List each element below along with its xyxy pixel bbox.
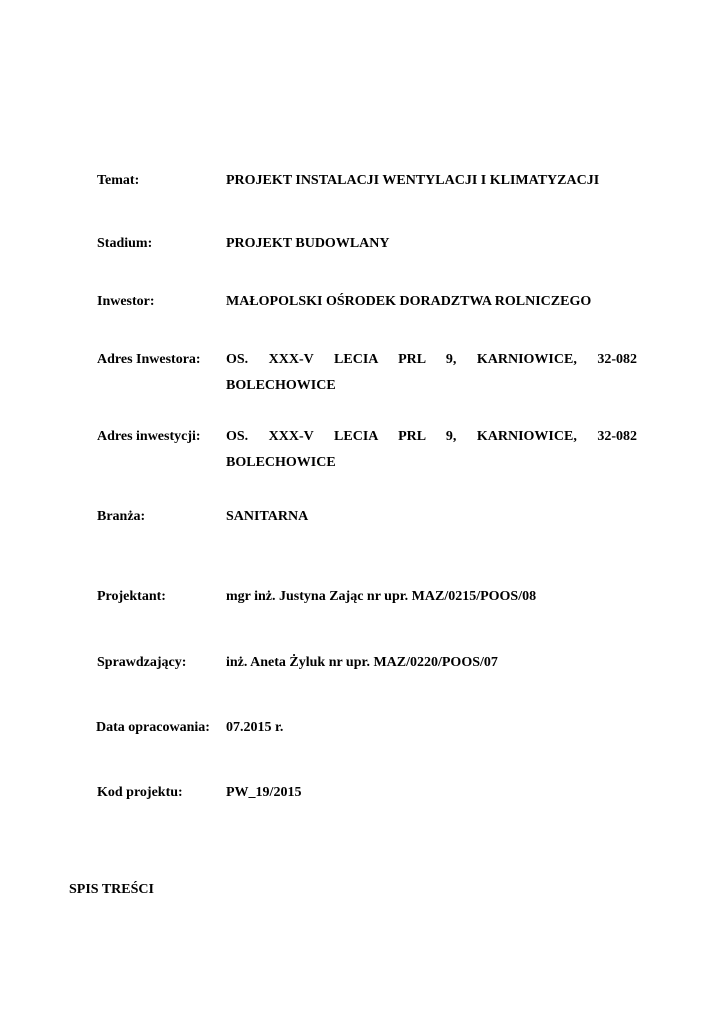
field-value: 07.2015 r. — [226, 720, 284, 735]
field-value-line-1: OS. XXX-V LECIA PRL 9, KARNIOWICE, 32-082 — [226, 429, 637, 444]
field-value — [226, 424, 637, 476]
field-value: SANITARNA — [226, 509, 309, 524]
field-value-line-2: BOLECHOWICE — [226, 455, 336, 470]
field-value: MAŁOPOLSKI OŚRODEK DORADZTWA ROLNICZEGO — [226, 294, 592, 309]
field-label: Adres inwestycji: — [97, 429, 201, 444]
field-label: Stadium: — [97, 236, 153, 251]
field-label: Inwestor: — [97, 294, 155, 309]
field-value: PROJEKT INSTALACJI WENTYLACJI I KLIMATYZACJI — [226, 173, 600, 188]
field-value: PROJEKT BUDOWLANY — [226, 236, 390, 251]
field-label: Sprawdzający: — [97, 655, 187, 670]
field-label: Temat: — [97, 173, 140, 188]
field-label: Projektant: — [97, 589, 166, 604]
field-value: mgr inż. Justyna Zając nr upr. MAZ/0215/POOS/08 — [226, 589, 537, 604]
field-value-line-1: OS. XXX-V LECIA PRL 9, KARNIOWICE, 32-082 — [226, 352, 637, 367]
field-label: Kod projektu: — [97, 785, 183, 800]
field-label: Data opracowania: — [96, 720, 210, 735]
field-value — [226, 347, 637, 399]
field-value-line-2: BOLECHOWICE — [226, 378, 336, 393]
field-value: PW_19/2015 — [226, 785, 302, 800]
table-of-contents-heading: SPIS TREŚCI — [69, 882, 154, 897]
field-value: inż. Aneta Żyluk nr upr. MAZ/0220/POOS/07 — [226, 655, 498, 670]
field-label: Adres Inwestora: — [97, 352, 201, 367]
field-label: Branża: — [97, 509, 146, 524]
